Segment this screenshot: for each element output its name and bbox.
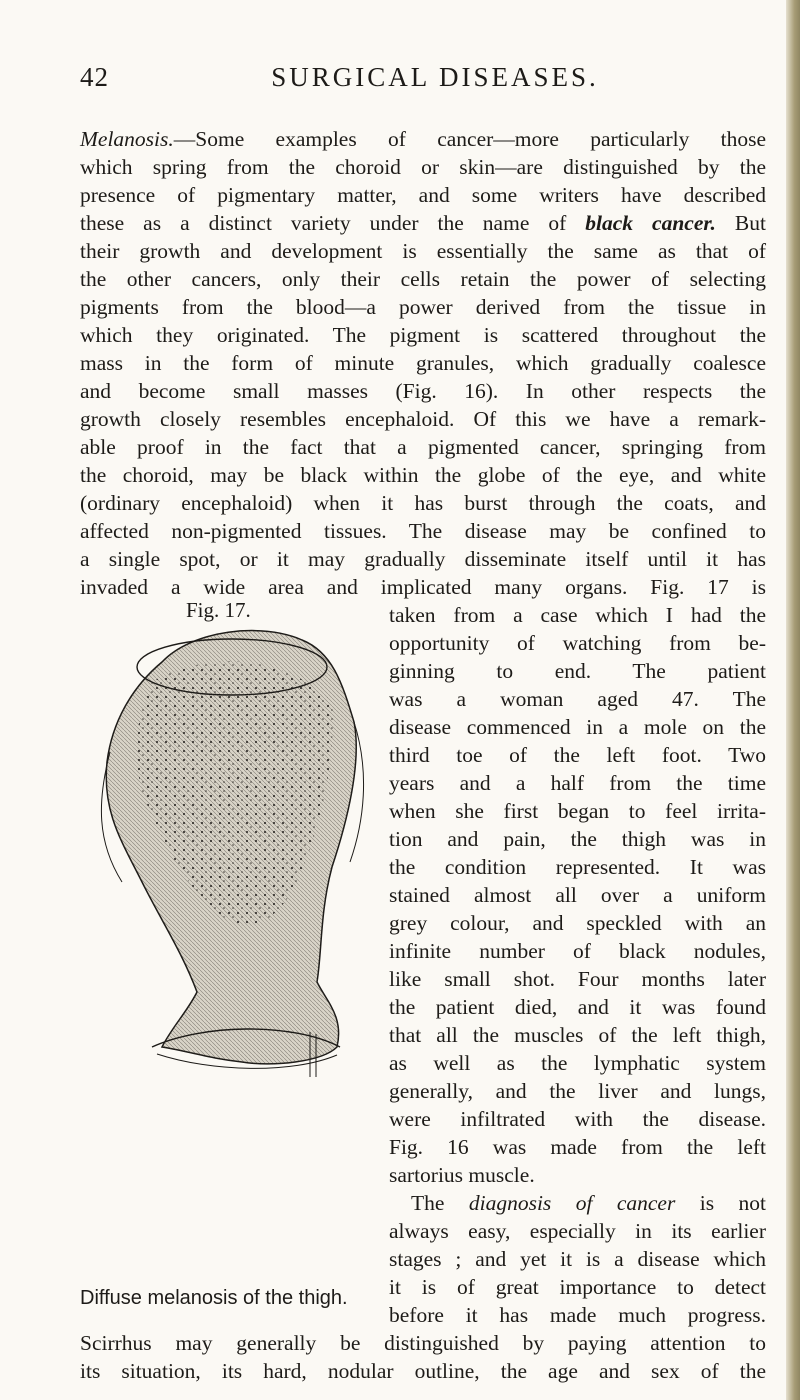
section-title: Melanosis. — [80, 127, 174, 151]
page-header — [80, 62, 770, 102]
text-line-content: these as a distinct variety under the name of — [80, 211, 567, 235]
term-black-cancer: black cancer. — [585, 211, 716, 235]
text-line: growth closely resembles encephaloid. Of this we have a remark- — [80, 407, 766, 431]
text-line: like small shot. Four months later — [389, 967, 766, 991]
text-line: stained almost all over a uniform — [389, 883, 766, 907]
text-line — [411, 1189, 766, 1217]
term-diagnosis: diagnosis of cancer — [468, 1191, 676, 1215]
text-line: third toe of the left foot. Two — [389, 743, 766, 767]
text-line: affected non-pigmented tissues. The disease may be confined to — [80, 519, 766, 543]
text-line: it is of great importance to detect — [389, 1275, 766, 1299]
text-line: grey colour, and speckled with an — [389, 911, 766, 935]
page-edge — [786, 0, 800, 1400]
text-line: ginning to end. The patient — [389, 659, 766, 683]
text-line: the other cancers, only their cells retain the power of selecting — [80, 267, 766, 291]
text-line: the choroid, may be black within the globe of the eye, and white — [80, 463, 766, 487]
text-line: mass in the form of minute granules, which gradually coalesce — [80, 351, 766, 375]
text-line: its situation, its hard, nodular outline, the age and sex of the — [80, 1359, 766, 1383]
text-line: as well as the lymphatic system — [389, 1051, 766, 1075]
text-line-content: The — [411, 1191, 445, 1215]
text-line: stages ; and yet it is a disease which — [389, 1247, 766, 1271]
text-line — [80, 125, 766, 153]
text-line: Scirrhus may generally be distinguished by paying attention to — [80, 1331, 766, 1355]
text-line: sartorius muscle. — [389, 1163, 535, 1187]
text-line: years and a half from the time — [389, 771, 766, 795]
text-line-content: But — [715, 211, 766, 235]
text-line: generally, and the liver and lungs, — [389, 1079, 766, 1103]
text-line: and become small masses (Fig. 16). In other respects the — [80, 379, 766, 403]
text-line: tion and pain, the thigh was in — [389, 827, 766, 851]
page-number: 42 — [80, 62, 109, 92]
text-line: a single spot, or it may gradually disseminate itself until it has — [80, 547, 766, 571]
text-line: invaded a wide area and implicated many organs. Fig. 17 is — [80, 575, 766, 599]
figure-caption: Diffuse melanosis of the thigh. — [80, 1287, 348, 1309]
thigh-illustration — [92, 622, 376, 1077]
figure-label: Fig. 17. — [186, 598, 251, 622]
text-line: was a woman aged 47. The — [389, 687, 766, 711]
text-line: infinite number of black nodules, — [389, 939, 766, 963]
text-line: were infiltrated with the disease. — [389, 1107, 766, 1131]
text-line — [80, 209, 766, 237]
text-line: taken from a case which I had the — [389, 603, 766, 627]
text-line: that all the muscles of the left thigh, — [389, 1023, 766, 1047]
text-line: which spring from the choroid or skin—are distinguished by the — [80, 155, 766, 179]
text-line-content: —Some examples of cancer—more particularly those — [173, 127, 766, 151]
text-line: the condition represented. It was — [389, 855, 766, 879]
text-line: their growth and development is essentially the same as that of — [80, 239, 766, 263]
running-head: SURGICAL DISEASES. — [271, 62, 599, 92]
text-line: opportunity of watching from be- — [389, 631, 766, 655]
text-line: presence of pigmentary matter, and some writers have described — [80, 183, 766, 207]
text-line: always easy, especially in its earlier — [389, 1219, 766, 1243]
text-line-content: is not — [675, 1191, 766, 1215]
text-line: before it has made much progress. — [389, 1303, 766, 1327]
text-line: pigments from the blood—a power derived from the tissue in — [80, 295, 766, 319]
text-line: the patient died, and it was found — [389, 995, 766, 1019]
text-line: Fig. 16 was made from the left — [389, 1135, 766, 1159]
text-line: disease commenced in a mole on the — [389, 715, 766, 739]
text-line: (ordinary encephaloid) when it has burst through the coats, and — [80, 491, 766, 515]
text-line: which they originated. The pigment is scattered throughout the — [80, 323, 766, 347]
text-line: able proof in the fact that a pigmented cancer, springing from — [80, 435, 766, 459]
text-line: when she first began to feel irrita- — [389, 799, 766, 823]
